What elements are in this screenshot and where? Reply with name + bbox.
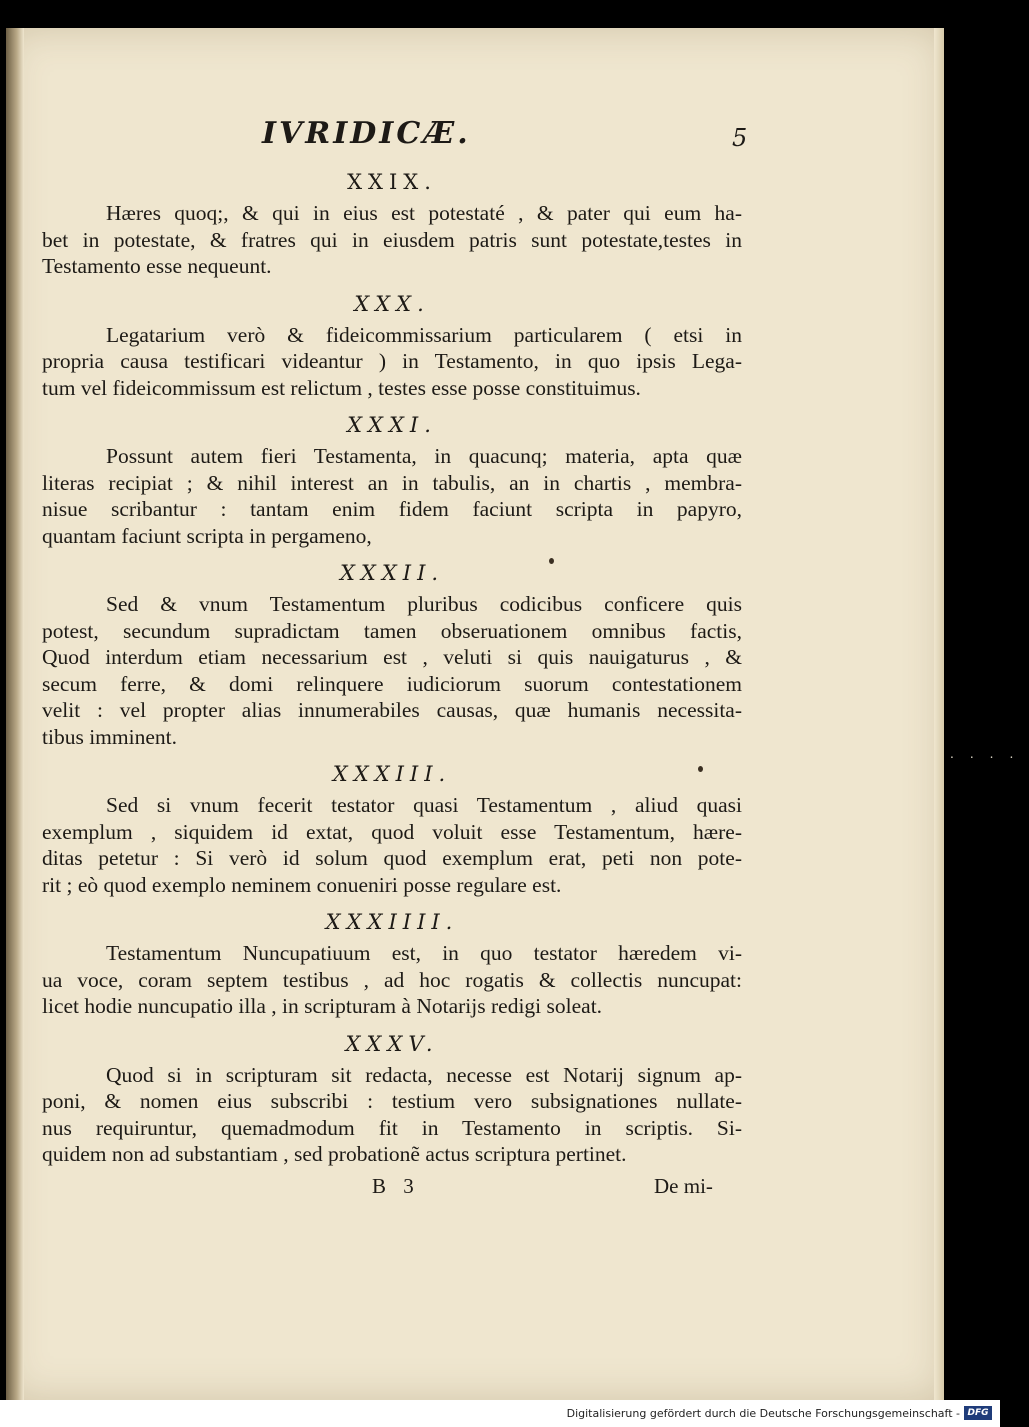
ink-speck xyxy=(549,558,554,564)
text-line: Testamentum Nuncupatiuum est, in quo testator hæredem vi- xyxy=(106,941,742,965)
book-page xyxy=(6,28,944,1400)
text-line: Testamento esse nequeunt. xyxy=(42,254,272,278)
section-paragraph xyxy=(42,940,742,1020)
footer-credit: Digitalisierung gefördert durch die Deutsche Forschungsgemeinschaft - xyxy=(566,1407,960,1420)
footer-bar xyxy=(0,1400,1000,1427)
catchline xyxy=(42,1174,742,1204)
text-line: nisue scribantur : tantam enim fidem faciunt scripta in papyro, xyxy=(42,497,742,521)
text-line: tum vel fideicommissum est relictum , testes esse posse constituimus. xyxy=(42,375,641,400)
scan-dots: .... xyxy=(950,747,1029,761)
section-numeral: XXXII. xyxy=(339,561,445,585)
text-line: quantam faciunt scripta in pergameno, xyxy=(42,523,372,548)
section-numeral: XXXIII. xyxy=(332,762,452,786)
section-paragraph xyxy=(42,1062,742,1168)
running-head xyxy=(42,116,748,160)
text-line: potest, secundum supradictam tamen obseruationem omnibus factis, xyxy=(42,618,742,643)
text-line: bet in potestate, & fratres qui in eiusdem patris sunt potestate,testes in xyxy=(42,227,742,252)
page-number: 5 xyxy=(732,124,748,152)
text-line: rit ; eò quod exemplo neminem conueniri posse regulare est. xyxy=(42,872,562,897)
page-spine xyxy=(6,28,24,1400)
section-paragraph xyxy=(42,792,742,898)
page-edge xyxy=(934,28,944,1400)
text-line: ua voce, coram septem testibus , ad hoc rogatis & collectis nuncupat: xyxy=(42,967,742,992)
text-line: quidem non ad substantiam , sed probationẽ actus scriptura pertinet. xyxy=(42,1142,627,1166)
section-numeral: XXX. xyxy=(354,291,430,316)
text-line: nus requiruntur, quemadmodum fit in Testamento in scriptis. Si- xyxy=(42,1115,742,1140)
text-line: Hæres quoq;, & qui in eius est potestaté , & pater qui eum ha- xyxy=(106,201,742,225)
text-line: Quod si in scripturam sit redacta, necesse est Notarij signum ap- xyxy=(106,1062,742,1087)
section-paragraph xyxy=(42,200,742,280)
sections-container xyxy=(42,164,742,1168)
ink-speck xyxy=(698,766,703,772)
text-line: ditas petetur : Si verò id solum quod exemplum erat, peti non pote- xyxy=(42,846,742,870)
section-paragraph xyxy=(42,591,742,750)
section-numeral: XXXV. xyxy=(345,1031,439,1056)
text-line: exemplum , siquidem id extat, quod voluit esse Testamentum, hære- xyxy=(42,819,742,844)
text-line: tibus imminent. xyxy=(42,724,177,749)
catchword: De mi- xyxy=(654,1173,713,1198)
text-line: Sed & vnum Testamentum pluribus codicibus conficere quis xyxy=(106,592,742,616)
section-numeral: XXXI. xyxy=(347,413,437,437)
running-title: IVRIDICÆ. xyxy=(262,116,471,151)
text-line: poni, & nomen eius subscribi : testium vero subsignationes nullate- xyxy=(42,1089,742,1113)
signature-mark: B 3 xyxy=(372,1173,420,1198)
section-paragraph xyxy=(42,443,742,549)
text-line: propria causa testificari videantur ) in Testamento, in quo ipsis Lega- xyxy=(42,349,742,373)
text-line: secum ferre, & domi relinquere iudiciorum suorum contestationem xyxy=(42,671,742,696)
text-line: Sed si vnum fecerit testator quasi Testamentum , aliud quasi xyxy=(106,793,742,817)
text-block xyxy=(42,116,748,1204)
dfg-logo: DFG xyxy=(964,1406,992,1420)
text-line: licet hodie nuncupatio illa , in scripturam à Notarijs redigi soleat. xyxy=(42,994,603,1018)
section-numeral: XXXIIII. xyxy=(325,910,459,934)
text-line: Quod interdum etiam necessarium est , veluti si quis nauigaturus , & xyxy=(42,645,742,669)
section-numeral: XXIX. xyxy=(347,170,437,194)
text-line: Legatarium verò & fideicommissarium particularem ( etsi in xyxy=(106,322,742,347)
text-line: Possunt autem fieri Testamenta, in quacunq; materia, apta quæ xyxy=(106,444,742,468)
text-line: literas recipiat ; & nihil interest an in tabulis, an in chartis , membra- xyxy=(42,470,742,495)
text-line: velit : vel propter alias innumerabiles causas, quæ humanis necessita- xyxy=(42,698,742,722)
section-paragraph xyxy=(42,322,742,402)
